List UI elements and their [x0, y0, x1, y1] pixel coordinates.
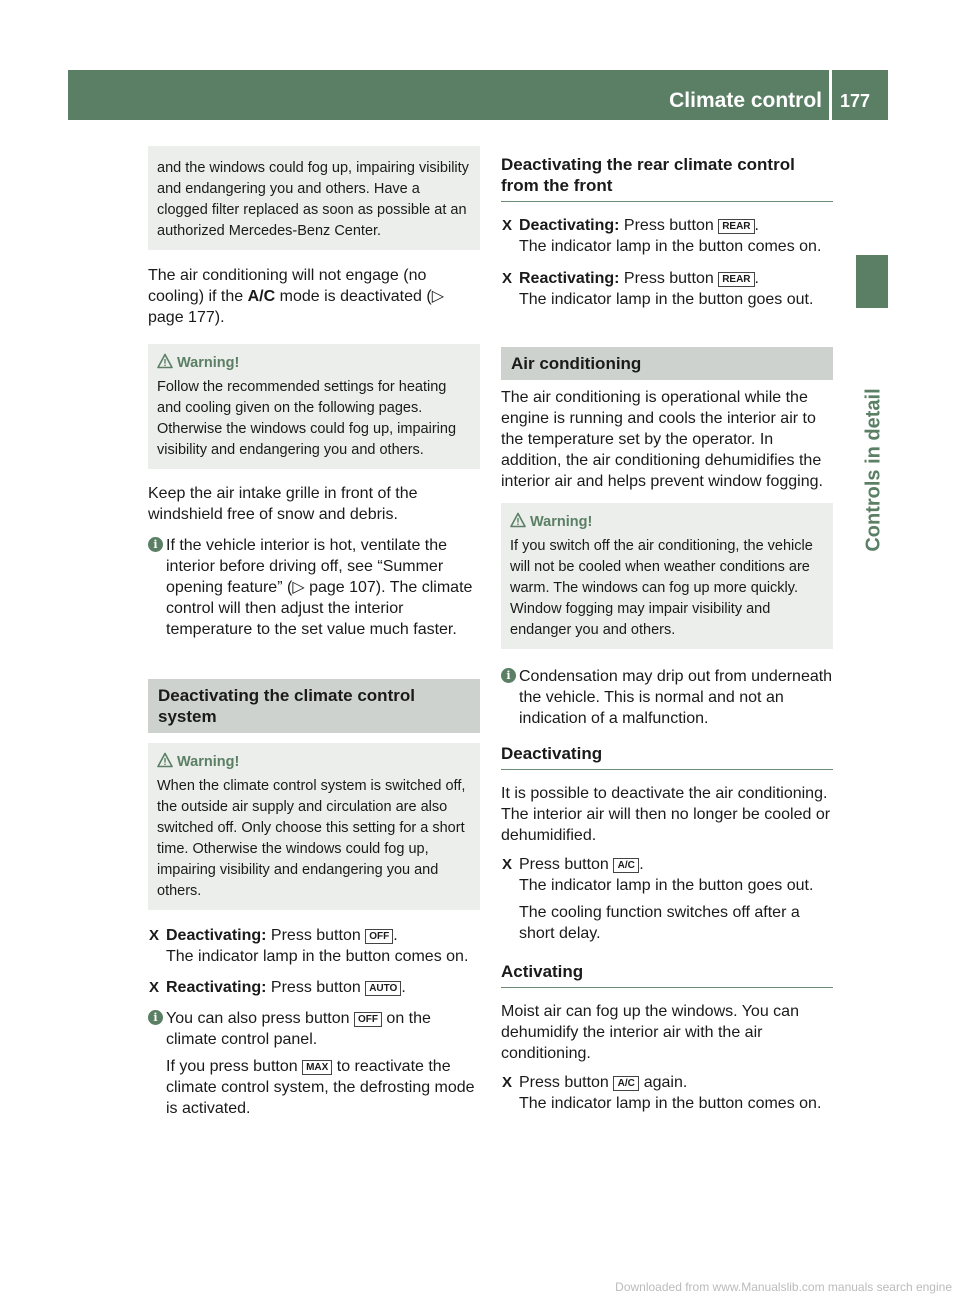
warning-box	[148, 743, 480, 910]
side-tab-label: Controls in detail	[862, 388, 885, 552]
info-note: i You can also press button OFF on the climate control panel. If you press button MAX to reactivate the climate control system, the defrosting mode is activated.	[148, 1008, 480, 1119]
warning-box	[148, 344, 480, 469]
side-tab-marker	[856, 255, 888, 308]
warning-box	[501, 503, 833, 649]
warning-title: Warning!	[510, 512, 825, 533]
info-icon: i	[148, 537, 163, 552]
paragraph: The air conditioning will not engage (no cooling) if the A/C mode is deactivated (▷ page 177).	[148, 267, 445, 326]
warning-triangle-icon	[510, 512, 526, 528]
section-heading: Deactivating the climate control system	[148, 679, 480, 733]
step-arrow-icon: X	[149, 979, 160, 996]
warning-text: Follow the recommended settings for heating and cooling given on the following pages. Otherwise the windows could fog up, impairing visibility and endangering you and others.	[157, 379, 457, 458]
warning-title: Warning!	[157, 353, 472, 374]
step-arrow-icon: X	[502, 217, 513, 234]
subsection-heading: Deactivating the rear climate control from the front	[501, 154, 833, 202]
info-note: i Condensation may drip out from underneath the vehicle. This is normal and not an indication of a malfunction.	[501, 666, 833, 729]
page-ref-arrow-icon: ▷	[431, 288, 445, 305]
header-divider	[829, 70, 832, 120]
step-arrow-icon: X	[502, 270, 513, 287]
page-reference-link[interactable]: page 107	[309, 579, 376, 596]
page-number: 177	[840, 91, 871, 111]
step-result: The indicator lamp in the button comes on.	[519, 1095, 822, 1112]
instruction-step: X Press button A/C again. The indicator lamp in the button comes on.	[501, 1072, 833, 1114]
paragraph: It is possible to deactivate the air conditioning. The interior air will then no longer be cooled or dehumidified.	[501, 785, 831, 844]
ac-button-symbol: A/C	[613, 858, 639, 873]
step-arrow-icon: X	[502, 1074, 513, 1091]
warning-text: When the climate control system is switched off, the outside air supply and circulation are also switched off. Only choose this setting for a short time. Otherwise the windows could fog up, impairing visibility and endangering you and others.	[157, 778, 466, 899]
page-title: Climate control	[669, 89, 822, 112]
rear-button-symbol: REAR	[718, 219, 754, 234]
rear-button-symbol: REAR	[718, 272, 754, 287]
step-arrow-icon: X	[149, 927, 160, 944]
paragraph: The air conditioning is operational while the engine is running and cools the interior air to the temperature set by the operator. In addition, the air conditioning dehumidifies the interior air and helps prevent window fogging.	[501, 389, 823, 490]
step-arrow-icon: X	[502, 856, 513, 873]
warning-triangle-icon	[157, 752, 173, 768]
warning-text: If you switch off the air conditioning, the vehicle will not be cooled when weather conditions are warm. The windows can fog up more quickly. Window fogging may impair visibility and endanger you and others.	[510, 538, 813, 638]
off-button-symbol: OFF	[365, 929, 393, 944]
ac-button-symbol: A/C	[613, 1076, 639, 1091]
paragraph: Keep the air intake grille in front of the windshield free of snow and debris.	[148, 485, 418, 523]
warning-title: Warning!	[157, 752, 472, 773]
warning-continued-text: and the windows could fog up, impairing visibility and endangering you and others. Have a clogged filter replaced as soon as possible at an authorized Mercedes-Benz Center.	[157, 160, 469, 239]
paragraph: Moist air can fog up the windows. You can dehumidify the interior air with the air conditioning.	[501, 1003, 799, 1062]
page-ref-arrow-icon: ▷	[292, 579, 310, 596]
instruction-step: X Reactivating: Press button AUTO .	[149, 979, 406, 996]
off-button-symbol: OFF	[354, 1012, 382, 1027]
instruction-step: X Deactivating: Press button OFF . The indicator lamp in the button comes on.	[148, 925, 480, 967]
section-heading: Air conditioning	[501, 347, 833, 380]
subsection-heading: Activating	[501, 961, 833, 988]
step-result: The indicator lamp in the button goes out.	[519, 291, 814, 308]
instruction-step: X Deactivating: Press button REAR . The indicator lamp in the button comes on.	[501, 215, 833, 257]
step-result: The indicator lamp in the button comes on.	[519, 238, 822, 255]
instruction-step: X Press button A/C . The indicator lamp in the button goes out. The cooling function switches off after a short delay.	[501, 854, 833, 944]
left-column	[148, 146, 480, 1119]
info-icon: i	[501, 668, 516, 683]
right-column	[501, 154, 833, 1114]
footer-watermark: Downloaded from www.Manualslib.com manuals search engine	[615, 1280, 952, 1294]
warning-triangle-icon	[157, 353, 173, 369]
step-result: The cooling function switches off after a short delay.	[519, 904, 800, 942]
step-result: The indicator lamp in the button goes out.	[519, 877, 814, 894]
defrost-button-symbol: MAX	[302, 1060, 332, 1075]
auto-button-symbol: AUTO	[365, 981, 401, 996]
instruction-step: X Reactivating: Press button REAR . The indicator lamp in the button goes out.	[501, 268, 833, 310]
step-result: The indicator lamp in the button comes on.	[166, 948, 469, 965]
info-note: i If the vehicle interior is hot, ventilate the interior before driving off, see “Summer opening feature” (▷ page 107). The climate control will then adjust the interior temperature to the set value much faster.	[148, 535, 480, 640]
page-reference-link[interactable]: page 177	[148, 309, 215, 326]
warning-box-continued	[148, 146, 480, 250]
info-icon: i	[148, 1010, 163, 1025]
subsection-heading: Deactivating	[501, 743, 833, 770]
